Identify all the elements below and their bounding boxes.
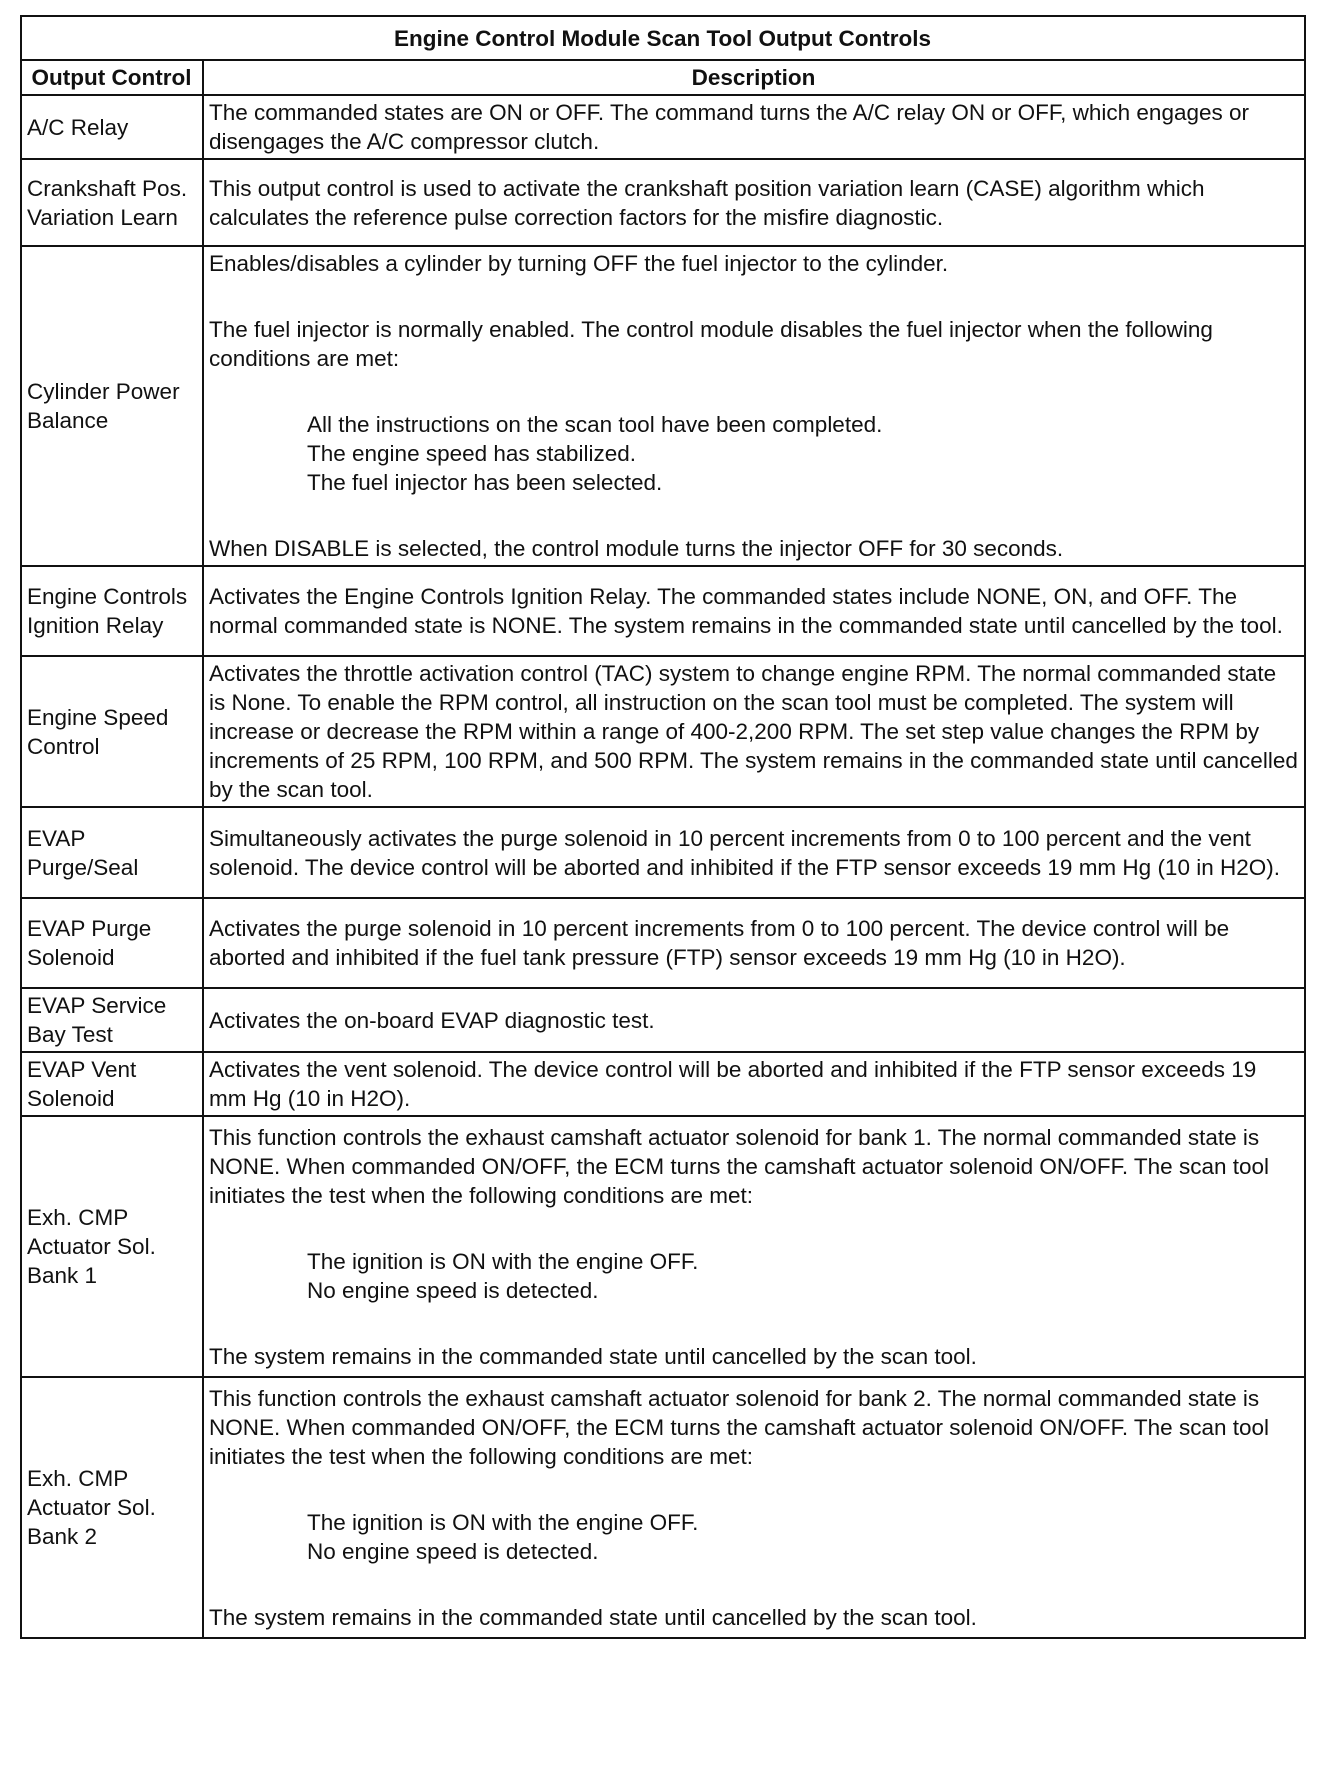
table-row: [21, 898, 1305, 988]
table-row: [21, 95, 1305, 159]
table-row: [21, 988, 1305, 1052]
description-text: Activates the throttle activation control (TAC) system to change engine RPM. The normal commanded state is None. To enable the RPM control, all instruction on the scan tool must be completed. The system will increase or decrease the RPM within a range of 400-2,200 RPM. The set step value changes the RPM by increments of 25 RPM, 100 RPM, and 500 RPM. The system remains in the commanded state until cancelled by the scan tool.: [209, 661, 1298, 802]
control-name: Crankshaft Pos. Variation Learn: [21, 159, 203, 246]
control-name: Exh. CMP Actuator Sol. Bank 1: [21, 1116, 203, 1377]
control-name: Engine Speed Control: [21, 656, 203, 807]
condition-item: All the instructions on the scan tool have been completed.: [307, 412, 883, 437]
table-header-row: [21, 60, 1305, 95]
description-outro: The system remains in the commanded state until cancelled by the scan tool.: [209, 1343, 977, 1369]
description-text: Activates the vent solenoid. The device control will be aborted and inhibited if the FTP sensor exceeds 19 mm Hg (10 in H2O).: [209, 1057, 1257, 1111]
control-name: A/C Relay: [21, 95, 203, 159]
table-row: [21, 656, 1305, 807]
description-text: Activates the on-board EVAP diagnostic test.: [209, 1007, 655, 1033]
description-text: Activates the purge solenoid in 10 percent increments from 0 to 100 percent. The device control will be aborted and inhibited if the fuel tank pressure (FTP) sensor exceeds 19 mm Hg (10 in H2O).: [209, 916, 1230, 970]
description-outro: The system remains in the commanded state until cancelled by the scan tool.: [209, 1604, 977, 1630]
description: [203, 95, 1305, 159]
control-name: Exh. CMP Actuator Sol. Bank 2: [21, 1377, 203, 1638]
condition-item: The fuel injector has been selected.: [307, 470, 663, 495]
description-intro: This function controls the exhaust camshaft actuator solenoid for bank 1. The normal commanded state is NONE. When commanded ON/OFF, the ECM turns the camshaft actuator solenoid ON/OFF. The scan tool initiates the test when the following conditions are met:: [209, 1124, 1270, 1208]
table-row: [21, 807, 1305, 898]
description: [203, 1052, 1305, 1116]
condition-item: No engine speed is detected.: [307, 1538, 599, 1564]
description: [203, 1116, 1305, 1377]
header-output-control: Output Control: [21, 60, 203, 95]
control-name: EVAP Vent Solenoid: [21, 1052, 203, 1116]
description-intro: This function controls the exhaust camshaft actuator solenoid for bank 2. The normal commanded state is NONE. When commanded ON/OFF, the ECM turns the camshaft actuator solenoid ON/OFF. The scan tool initiates the test when the following conditions are met:: [209, 1385, 1270, 1469]
table-title-row: [21, 16, 1305, 60]
description: [203, 159, 1305, 246]
description: [203, 1377, 1305, 1638]
description-text: This output control is used to activate the crankshaft position variation learn (CASE) algorithm which calculates the reference pulse correction factors for the misfire diagnostic.: [209, 175, 1205, 230]
condition-item: The ignition is ON with the engine OFF.: [307, 1248, 699, 1274]
control-name: EVAP Service Bay Test: [21, 988, 203, 1052]
description: [203, 898, 1305, 988]
description: [203, 246, 1305, 566]
table-row: [21, 1377, 1305, 1638]
description-intro: Enables/disables a cylinder by turning OFF the fuel injector to the cylinder.: [209, 251, 949, 276]
output-controls-table: [20, 15, 1306, 1639]
control-name: Cylinder Power Balance: [21, 246, 203, 566]
control-name: Engine Controls Ignition Relay: [21, 566, 203, 656]
condition-item: No engine speed is detected.: [307, 1277, 599, 1303]
description-text: Simultaneously activates the purge solenoid in 10 percent increments from 0 to 100 percent and the vent solenoid. The device control will be aborted and inhibited if the FTP sensor exceeds 19 mm Hg (10 in H2O).: [209, 825, 1280, 880]
condition-item: The ignition is ON with the engine OFF.: [307, 1509, 699, 1535]
description-outro: When DISABLE is selected, the control module turns the injector OFF for 30 seconds.: [209, 536, 1064, 561]
control-name: EVAP Purge/Seal: [21, 807, 203, 898]
header-description: Description: [203, 60, 1305, 95]
table-row: [21, 566, 1305, 656]
description-text: Activates the Engine Controls Ignition Relay. The commanded states include NONE, ON, and OFF. The normal commanded state is NONE. The system remains in the commanded state until cancelled by the tool.: [209, 584, 1283, 638]
condition-item: The engine speed has stabilized.: [307, 441, 636, 466]
table-row: [21, 159, 1305, 246]
description: [203, 656, 1305, 807]
description-text: The commanded states are ON or OFF. The command turns the A/C relay ON or OFF, which engages or disengages the A/C compressor clutch.: [209, 100, 1250, 154]
table-title: Engine Control Module Scan Tool Output Controls: [21, 16, 1305, 60]
description: [203, 807, 1305, 898]
table-row: [21, 246, 1305, 566]
table-row: [21, 1052, 1305, 1116]
description: [203, 566, 1305, 656]
table-row: [21, 1116, 1305, 1377]
description-intro-2: The fuel injector is normally enabled. The control module disables the fuel injector when the following conditions are met:: [209, 317, 1213, 371]
control-name: EVAP Purge Solenoid: [21, 898, 203, 988]
description: [203, 988, 1305, 1052]
